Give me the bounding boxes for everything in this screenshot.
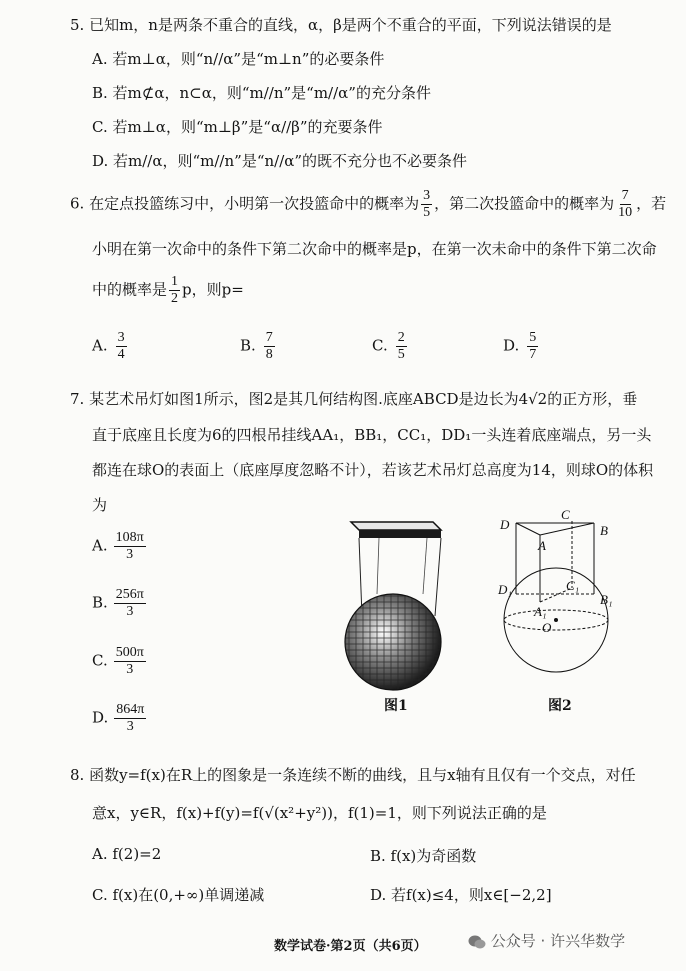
- label-A1: A₁: [534, 604, 547, 619]
- q5-option-a: A. 若m⊥α，则“n//α”是“m⊥n”的必要条件: [92, 50, 385, 68]
- label-O: O: [542, 620, 552, 635]
- figure2-geometry: [494, 508, 634, 688]
- q6-frac-half: $\frac{1}{2}$: [171, 274, 179, 306]
- q6-option-d: D. $\frac{5}{7}$: [503, 330, 537, 362]
- q5-option-d: D. 若m//α，则“m//n”是“n//α”的既不充分也不必要条件: [92, 152, 468, 170]
- q6-line1: 6. 在定点投篮练习中，小明第一次投篮命中的概率为 $\frac{3}{5}$ ，第二次投篮命中的概率为 $\frac{7}{10}$ ，若: [70, 188, 667, 220]
- q8-option-a: A. f(2)=2: [92, 845, 162, 863]
- q7-option-d: D. $\frac{864\pi}{3}$: [92, 702, 145, 734]
- label-B1: B₁: [600, 592, 613, 607]
- page-footer: 数学试卷·第2页（共6页）: [274, 939, 427, 954]
- q6-frac-first-shot: $\frac{3}{5}$: [423, 188, 431, 220]
- figure2-caption: 图2: [548, 698, 572, 714]
- q8-line1: 8. 函数y=f(x)在R上的图象是一条连续不断的曲线，且与x轴有且仅有一个交点，对任: [70, 766, 636, 784]
- q6-line2: 小明在第一次命中的条件下第二次命中的概率是p，在第一次未命中的条件下第二次命: [92, 240, 657, 258]
- q5-stem: 5. 已知m，n是两条不重合的直线，α，β是两个不重合的平面，下列说法错误的是: [70, 16, 612, 34]
- label-A: A: [538, 538, 546, 553]
- q6-option-c: C. $\frac{2}{5}$: [372, 330, 405, 362]
- label-D: D: [500, 517, 510, 532]
- q7-option-c: C. $\frac{500\pi}{3}$: [92, 645, 144, 677]
- q8-option-c: C. f(x)在(0,+∞)单调递减: [92, 886, 265, 904]
- q8-line2: 意x，y∈R，f(x)+f(y)=f(√(x²+y²))，f(1)=1，则下列说法正确的是: [92, 804, 547, 822]
- q6-line3: 中的概率是 $\frac{1}{2}$ p，则p=: [92, 274, 244, 306]
- q8-option-d: D. 若f(x)≤4，则x∈[−2,2]: [370, 886, 552, 904]
- q7-line3: 都连在球O的表面上（底座厚度忽略不计），若该艺术吊灯总高度为14，则球O的体积: [92, 461, 654, 479]
- watermark-text: 公众号 · 许兴华数学: [490, 932, 626, 950]
- figure1-caption: 图1: [384, 698, 408, 714]
- q7-line2: 直于底座且长度为6的四根吊挂线AA₁，BB₁，CC₁，DD₁一头连着底座端点，另一头: [92, 426, 652, 444]
- q7-line4: 为: [92, 496, 108, 514]
- label-B: B: [600, 523, 608, 538]
- label-D1: D₁: [498, 582, 512, 597]
- q5-option-b: B. 若m⊄α，n⊂α，则“m//n”是“m//α”的充分条件: [92, 84, 431, 102]
- q7-line1: 7. 某艺术吊灯如图1所示，图2是其几何结构图.底座ABCD是边长为4√2的正方形，垂: [70, 390, 638, 408]
- q7-option-a: A. $\frac{108\pi}{3}$: [92, 530, 144, 562]
- label-C1: C₁: [566, 578, 580, 593]
- q8-option-b: B. f(x)为奇函数: [370, 847, 477, 865]
- q6-option-b: B. $\frac{7}{8}$: [240, 330, 273, 362]
- q7-option-b: B. $\frac{256\pi}{3}$: [92, 587, 144, 619]
- watermark: [468, 930, 625, 951]
- figure1-disco-lamp: [335, 512, 455, 692]
- wechat-icon: [468, 934, 486, 950]
- q5-option-c: C. 若m⊥α，则“m⊥β”是“α//β”的充要条件: [92, 118, 383, 136]
- q6-frac-second-shot: $\frac{7}{10}$: [618, 188, 633, 220]
- label-C: C: [561, 508, 570, 522]
- q6-option-a: A. $\frac{3}{4}$: [92, 330, 125, 362]
